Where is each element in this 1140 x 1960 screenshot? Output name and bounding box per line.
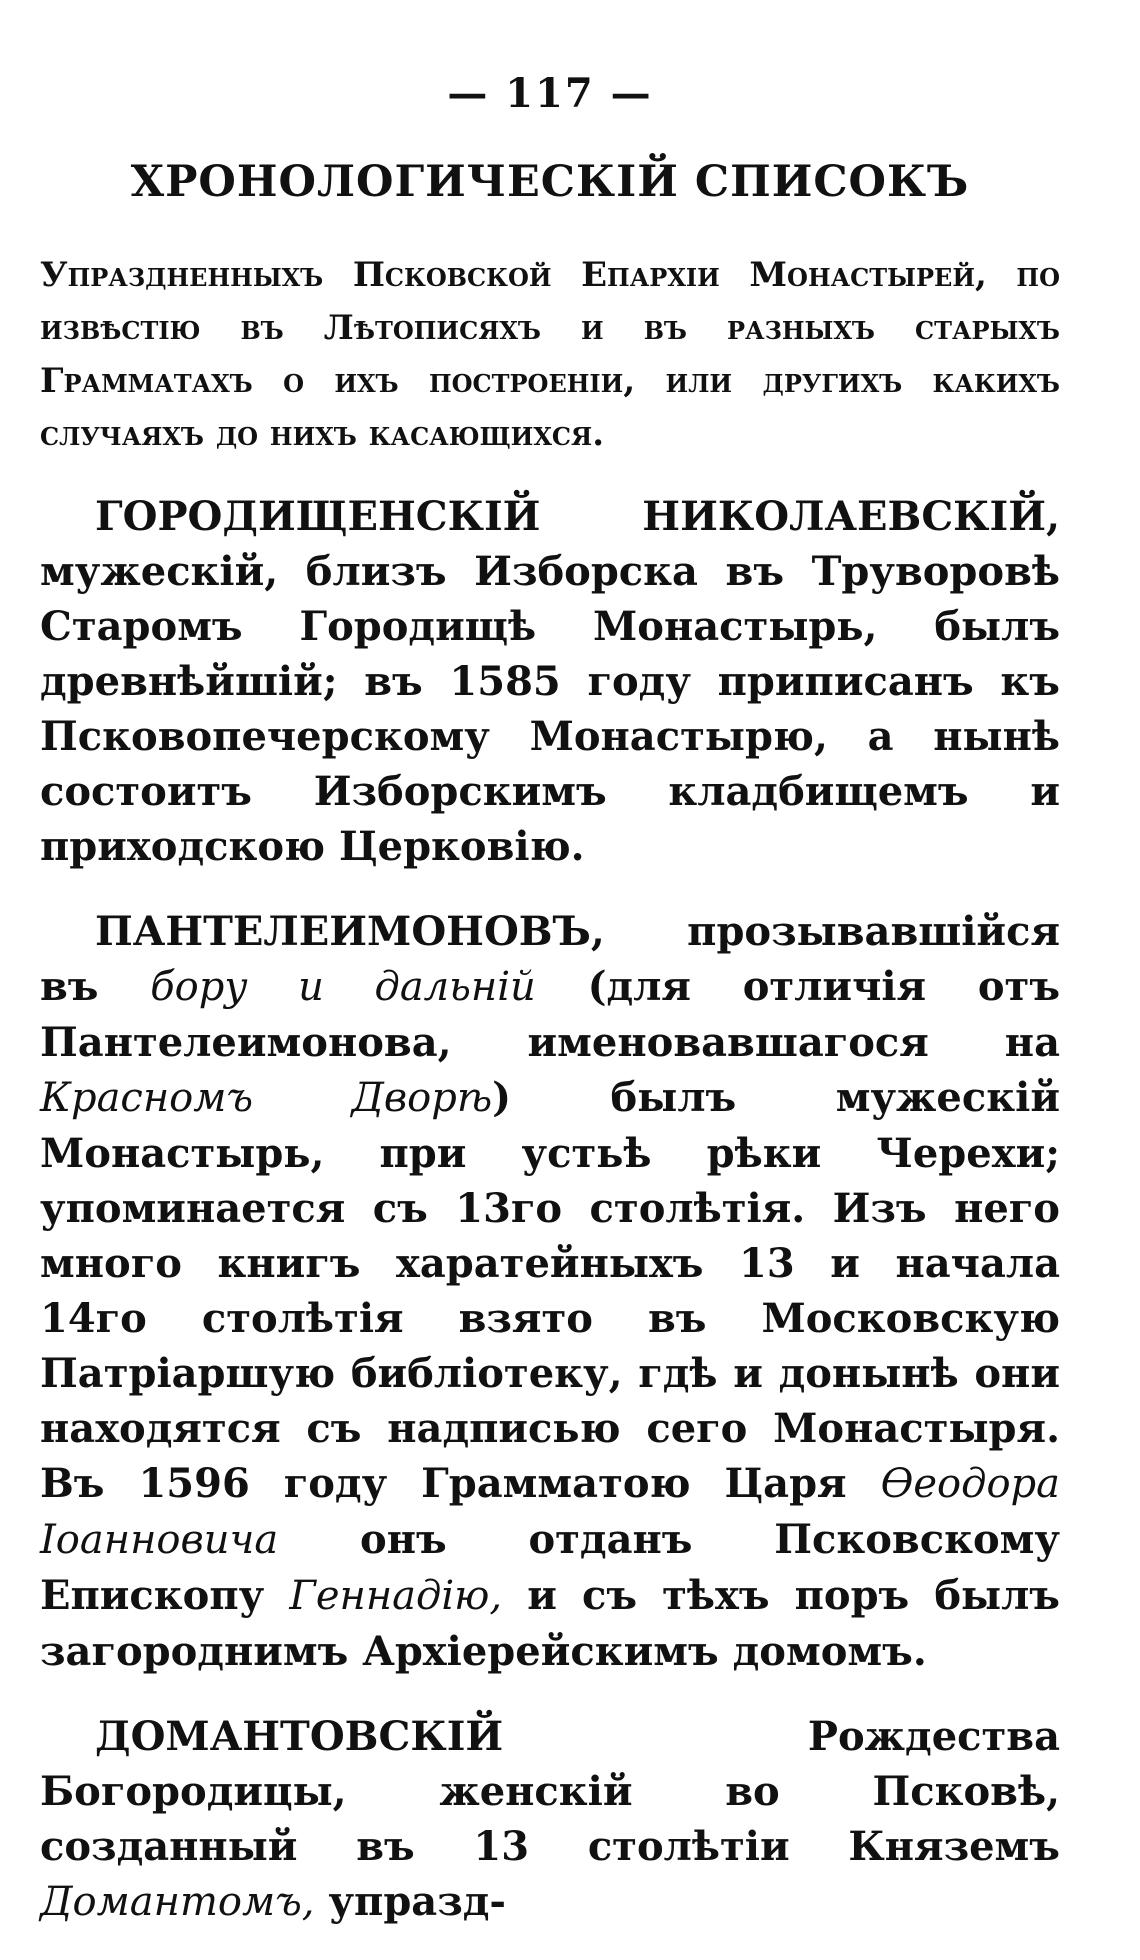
entry-text: Рождества Богородицы, женскій во Псковѣ, созданный въ 13 столѣтіи Княземъ	[40, 1713, 1060, 1870]
entry-domantovsky	[40, 1709, 1060, 1930]
entry-text: онъ отданъ Псковскому Епископу	[40, 1516, 1060, 1619]
entry-head: ПАНТЕЛЕИМОНОВЪ	[95, 908, 591, 955]
page-subtitle: Упраздненныхъ Псковской Епархіи Монастырей, по извѣстію въ Лѣтописяхъ и въ разныхъ старыхъ Грамматахъ о ихъ построеніи, или другихъ какихъ случаяхъ до нихъ касающихся.	[40, 255, 1060, 454]
book-page	[40, 70, 1060, 1960]
entry-text: упразд-	[314, 1878, 506, 1925]
entry-italic: Геннадію,	[289, 1573, 503, 1619]
entry-panteleimonov	[40, 904, 1060, 1679]
entry-italic: Домантомъ,	[40, 1879, 315, 1925]
entry-italic: Красномъ Дворѣ	[40, 1075, 493, 1121]
entry-text: и съ тѣхъ поръ былъ загороднимъ Архіерейскимъ домомъ.	[40, 1572, 1060, 1675]
entry-italic: бору и дальній	[150, 964, 536, 1010]
entry-head: ГОРОДИЩЕНСКІЙ НИКОЛАЕВСКІЙ	[95, 493, 1047, 540]
page-number: — 117 —	[447, 70, 653, 117]
entry-head: ДОМАНТОВСКІЙ	[95, 1713, 504, 1760]
entry-text: , прозывавшійся въ	[40, 908, 1060, 1010]
entry-gorodishchensky	[40, 489, 1060, 874]
entry-text: ) былъ мужескій Монастырь, при устьѣ рѣки Черехи; упоминается съ 13го столѣтія. Изъ него много книгъ харатейныхъ 13 и начала 14го столѣтія взято въ Московскую Патріаршую библіотеку, гдѣ и донынѣ они находятся съ надписью сего Монастыря. Въ 1596 году Грамматою Царя	[40, 1074, 1060, 1507]
entry-text: (для отличія отъ Пантелеимонова, именовавшагося на	[40, 963, 1061, 1066]
entry-italic: Ѳеодора Іоанновича	[40, 1461, 1060, 1563]
entry-text: , мужескій, близъ Изборска въ Труворовѣ Старомъ Городищѣ Монастырь, былъ древнѣйшій; въ 1585 году приписанъ къ Псковопечерскому Монастырю, а нынѣ состоитъ Изборскимъ кладбищемъ и приходскою Церковію.	[40, 493, 1060, 870]
page-title: ХРОНОЛОГИЧЕСКІЙ СПИСОКЪ	[130, 157, 970, 207]
